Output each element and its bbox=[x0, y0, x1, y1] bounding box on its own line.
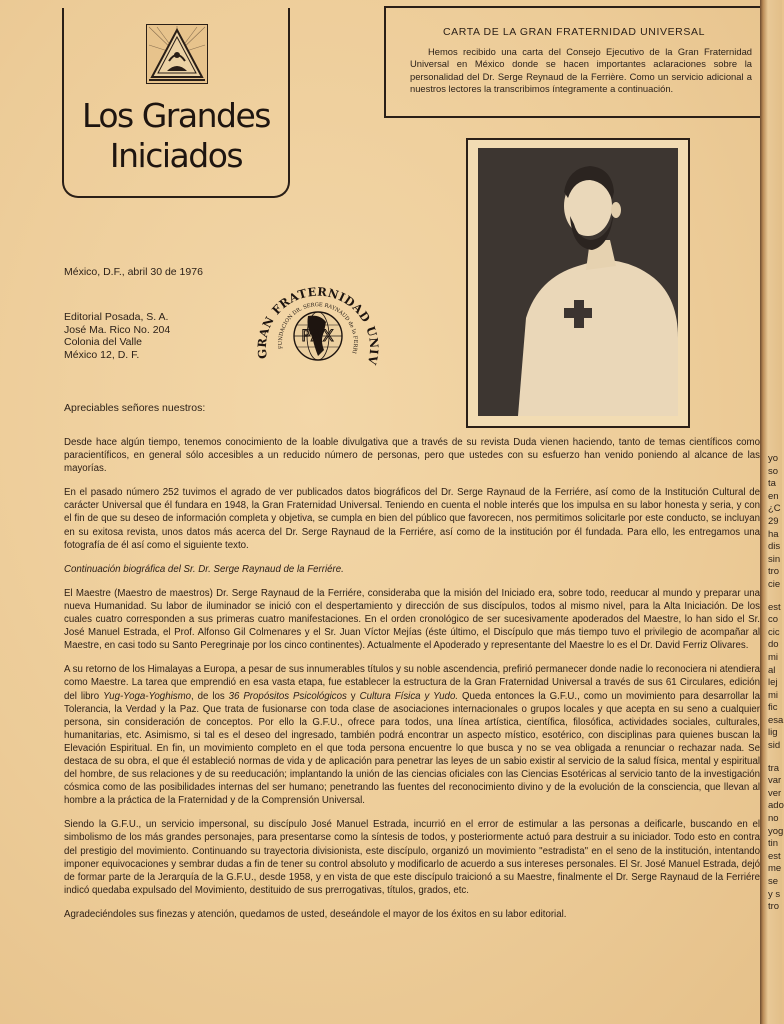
paragraph-1: Desde hace algún tiempo, tenemos conocimiento de la loable divulgativa que a través de su revista Duda vienen haciendo, tanto de temas científicos como paracientíficos, en general sólo accesibles a un reducido número de personas, pero que ustedes con su esfuerzo han venido poniendo al alcance de las mayorías. bbox=[64, 437, 760, 475]
adjacent-text-fragment: ado bbox=[768, 800, 784, 812]
section-title bbox=[64, 96, 288, 176]
seal-center-text: PAX bbox=[301, 326, 335, 345]
intro-text: Hemos recibido una carta del Consejo Ejecutivo de la Gran Fraternidad Universal en México donde se hacen importantes aclaraciones sobre la personalidad del Dr. Serge Reynaud de la Ferrière. Como un servicio adicional a nuestros lectores la transcribimos íntegramente a continuación. bbox=[410, 46, 752, 95]
adjacent-text-fragment: lej bbox=[768, 677, 778, 689]
adjacent-text-fragment: cic bbox=[768, 626, 780, 638]
adjacent-text-fragment: se bbox=[768, 876, 779, 887]
adjacent-text-fragment: lig bbox=[768, 727, 778, 739]
adjacent-text-fragment: do bbox=[768, 639, 779, 651]
portrait-photo bbox=[478, 148, 678, 416]
paragraph-4-text: Queda entonces la G.F.U., como un movimiento para desarrollar la Tolerancia, la Verdad y la Paz. Que trata de fusionarse con toda clase de asociaciones internacionales o grupos locales y que acepta en su seno a cualquier persona, sin consideración de conceptos. Por ello la G.F.U., ofrece para todos, una línea artística, científica, filosófica, actividades sociales, culturales, humanitarias, etc. Asimismo, si tal es el deseo del ingresado, también podrá encontrar un aspecto místico, esotérico, con disciplinas para quienes buscan la Elevación Espiritual. En fin, un movimiento completo en el que toda persona encuentre lo que busca y no se vea obligada a renunciar o rechazar nada. Se destaca de su obra, el que él estableció normas de vida y de aplicación para penetrar las leyes de un sabio existir al servicio de la salud física, mental y espiritual del hombre, de sus relaciones y de su reeducación; implantando la unión de las ciencias oficiales con las Ciencias Esotéricas al servicio tanto de la investigación cósmica como de las posibilidades internas del ser humano; penetrando las fuentes del reconocimiento divino y de la evolución de la consciencia, que llevan al hombre a la práctica de la Fraternidad y de la Comprensión Universal. bbox=[64, 690, 760, 807]
recipient-address bbox=[64, 311, 170, 361]
adjacent-text-fragment: sin bbox=[768, 553, 781, 565]
paragraph-5: Siendo la G.F.U., un servicio impersonal, su discípulo José Manuel Estrada, incurrió en el error de estimular a las personas a deificarle, buscando en el simbolismo de los más grandes personajes, para presentarse como la síntesis de todos, y posteriormente actuó para destruir a su iniciador. Todo esto en contra del prestigio del movimiento. Continuando su trayectoria divisionista, este discípulo, organizó un movimiento "estradista" en el seno de la institución, intentando imponer equivocaciones y sembrar dudas a fin de tener su control absoluto y modificarlo de acuerdo a sus intereses personales. El Sr. José Manuel Estrada, dejó de formar parte de la Jerarquía de la G.F.U., desde 1958, y en vista de que este discípulo traicionó a su Maestre, finalmente el Dr. Serge Raynaud de la Ferriére indicó quedaba expulsado del Movimiento, destituido de sus prerrogativas, títulos, grados, etc. bbox=[64, 819, 760, 896]
section-header-box bbox=[62, 8, 290, 198]
seal-outer-text: GRAN FRATERNIDAD UNIV bbox=[254, 284, 380, 367]
adjacent-text-fragment: var bbox=[768, 775, 782, 787]
paragraph-4-text: , de los bbox=[191, 690, 229, 702]
adjacent-page-text-fragments bbox=[768, 453, 782, 914]
biography-subheading: Continuación biográfica del Sr. Dr. Serge Raynaud de la Ferriére. bbox=[64, 563, 344, 575]
fragment-gap bbox=[768, 753, 782, 763]
adjacent-text-fragment: y s bbox=[768, 888, 781, 900]
adjacent-text-fragment: cie bbox=[768, 578, 781, 590]
adjacent-text-fragment: yo bbox=[768, 453, 779, 464]
adjacent-text-fragment: est bbox=[768, 850, 781, 862]
paragraph-3: El Maestre (Maestro de maestros) Dr. Serge Raynaud de la Ferriére, consideraba que la misión del Iniciado era, sobre todo, reeducar al mundo y preparar una nueva Humanidad. Su labor de iluminador se inició con el despertamiento y dirección de sus discípulos, todos al mismo nivel, para la Alta Iniciación. De los cuales cuatro corresponden a sus primeras cuatro manifestaciones. En el orden cronológico de ser sucesivamente apoderados del Maestre, lo han sido el Sr. José Manuel Estrada, el Prof. Alfonso Gil Colmenares y el Sr. Juan Víctor Mejías (éste último, el Discípulo que más tiempo tuvo el privilegio de acompañar al Maestre, en casi todo su Santo Peregrinaje por los cinco continentes). Actualmente el Apoderado y representante del Maestre lo es el Dr. David Ferriz Olivares. bbox=[64, 587, 760, 652]
paragraph-4-text: y bbox=[346, 690, 360, 702]
adjacent-text-fragment: est bbox=[768, 601, 781, 613]
section-title-line-2: Iniciados bbox=[109, 136, 243, 175]
adjacent-text-fragment: mi bbox=[768, 689, 779, 701]
paragraph-4-text: A su retorno de los Himalayas a Europa, a pesar de sus innumerables títulos y su noble ascendencia, prefirió permanecer donde nadie lo reconociera ni atendiera como Maestre. La tarea que emprendió en esa vasta etapa, fue establecer la estructura de la Gran Fraternidad Universal a través de sus 61 Circulares, edición del libro bbox=[64, 664, 760, 702]
adjacent-text-fragment: ha bbox=[768, 528, 779, 540]
book-title: 36 Propósitos Psicológicos bbox=[228, 690, 347, 702]
book-title: Yug-Yoga-Yoghismo bbox=[103, 690, 192, 702]
adjacent-text-fragment: sid bbox=[768, 740, 781, 752]
adjacent-text-fragment: al bbox=[768, 664, 776, 676]
gfu-seal-logo bbox=[250, 270, 380, 380]
adjacent-text-fragment: tro bbox=[768, 901, 780, 913]
adjacent-text-fragment: dis bbox=[768, 541, 781, 553]
address-line: Colonia del Valle bbox=[64, 336, 143, 349]
salutation: Apreciables señores nuestros: bbox=[64, 402, 206, 414]
adjacent-text-fragment: en bbox=[768, 490, 779, 502]
adjacent-text-fragment: 29 bbox=[768, 515, 779, 527]
adjacent-text-fragment: tro bbox=[768, 566, 780, 578]
adjacent-text-fragment: tin bbox=[768, 838, 779, 850]
adjacent-text-fragment: fic bbox=[768, 702, 778, 714]
book-title: Cultura Física y Yudo. bbox=[359, 690, 459, 702]
triangle-emblem-icon bbox=[146, 24, 208, 84]
fragment-gap bbox=[768, 592, 782, 602]
adjacent-text-fragment: tra bbox=[768, 762, 780, 774]
intro-title: CARTA DE LA GRAN FRATERNIDAD UNIVERSAL bbox=[442, 26, 706, 38]
section-title-line-1: Los Grandes bbox=[82, 96, 270, 135]
paragraph-4 bbox=[64, 663, 760, 807]
portrait-photo-frame bbox=[466, 138, 690, 428]
address-line: José Ma. Rico No. 204 bbox=[64, 323, 171, 336]
seal-inner-text: FUNDACION DR. SERGE RAYNAUD de la FERRI bbox=[277, 302, 359, 355]
adjacent-text-fragment: yog bbox=[768, 825, 784, 837]
address-line: México 12, D. F. bbox=[64, 348, 140, 361]
letter-body bbox=[64, 436, 760, 932]
adjacent-text-fragment: so bbox=[768, 465, 779, 477]
adjacent-text-fragment: me bbox=[768, 863, 782, 875]
adjacent-text-fragment: mi bbox=[768, 651, 779, 663]
address-line: Editorial Posada, S. A. bbox=[64, 311, 169, 323]
adjacent-text-fragment: ver bbox=[768, 787, 782, 799]
adjacent-text-fragment: esa bbox=[768, 714, 784, 726]
closing-paragraph: Agradeciéndoles sus finezas y atención, quedamos de usted, deseándole el mayor de los éxitos en su labor editorial. bbox=[64, 908, 567, 920]
intro-box bbox=[384, 6, 764, 118]
letter-date: México, D.F., abril 30 de 1976 bbox=[64, 266, 203, 278]
paragraph-2: En el pasado número 252 tuvimos el agrado de ver publicados datos biográficos del Dr. Serge Raynaud de la Ferriére, así como de la Institución Cultural de carácter Universal que él fundara en 1948, la Gran Fraternidad Universal. Teniendo en cuenta el noble interés que los impulsa en su labor honesta y seria, y con el fin de que su deseo de información completa y objetiva, se cumpla en bien del público que favorecen, nos permitimos solicitarle por este conducto, se incluyan en su exitosa revista, unos datos más acerca del Dr. Serge Raynaud de la Ferriére, así como de la institución por él fundada. Para ello, les entregamos una fotografía de él así como el siguiente texto. bbox=[64, 487, 760, 551]
adjacent-text-fragment: co bbox=[768, 614, 779, 626]
adjacent-text-fragment: ¿C bbox=[768, 503, 781, 515]
adjacent-text-fragment: ta bbox=[768, 478, 776, 490]
adjacent-text-fragment: no bbox=[768, 813, 779, 825]
